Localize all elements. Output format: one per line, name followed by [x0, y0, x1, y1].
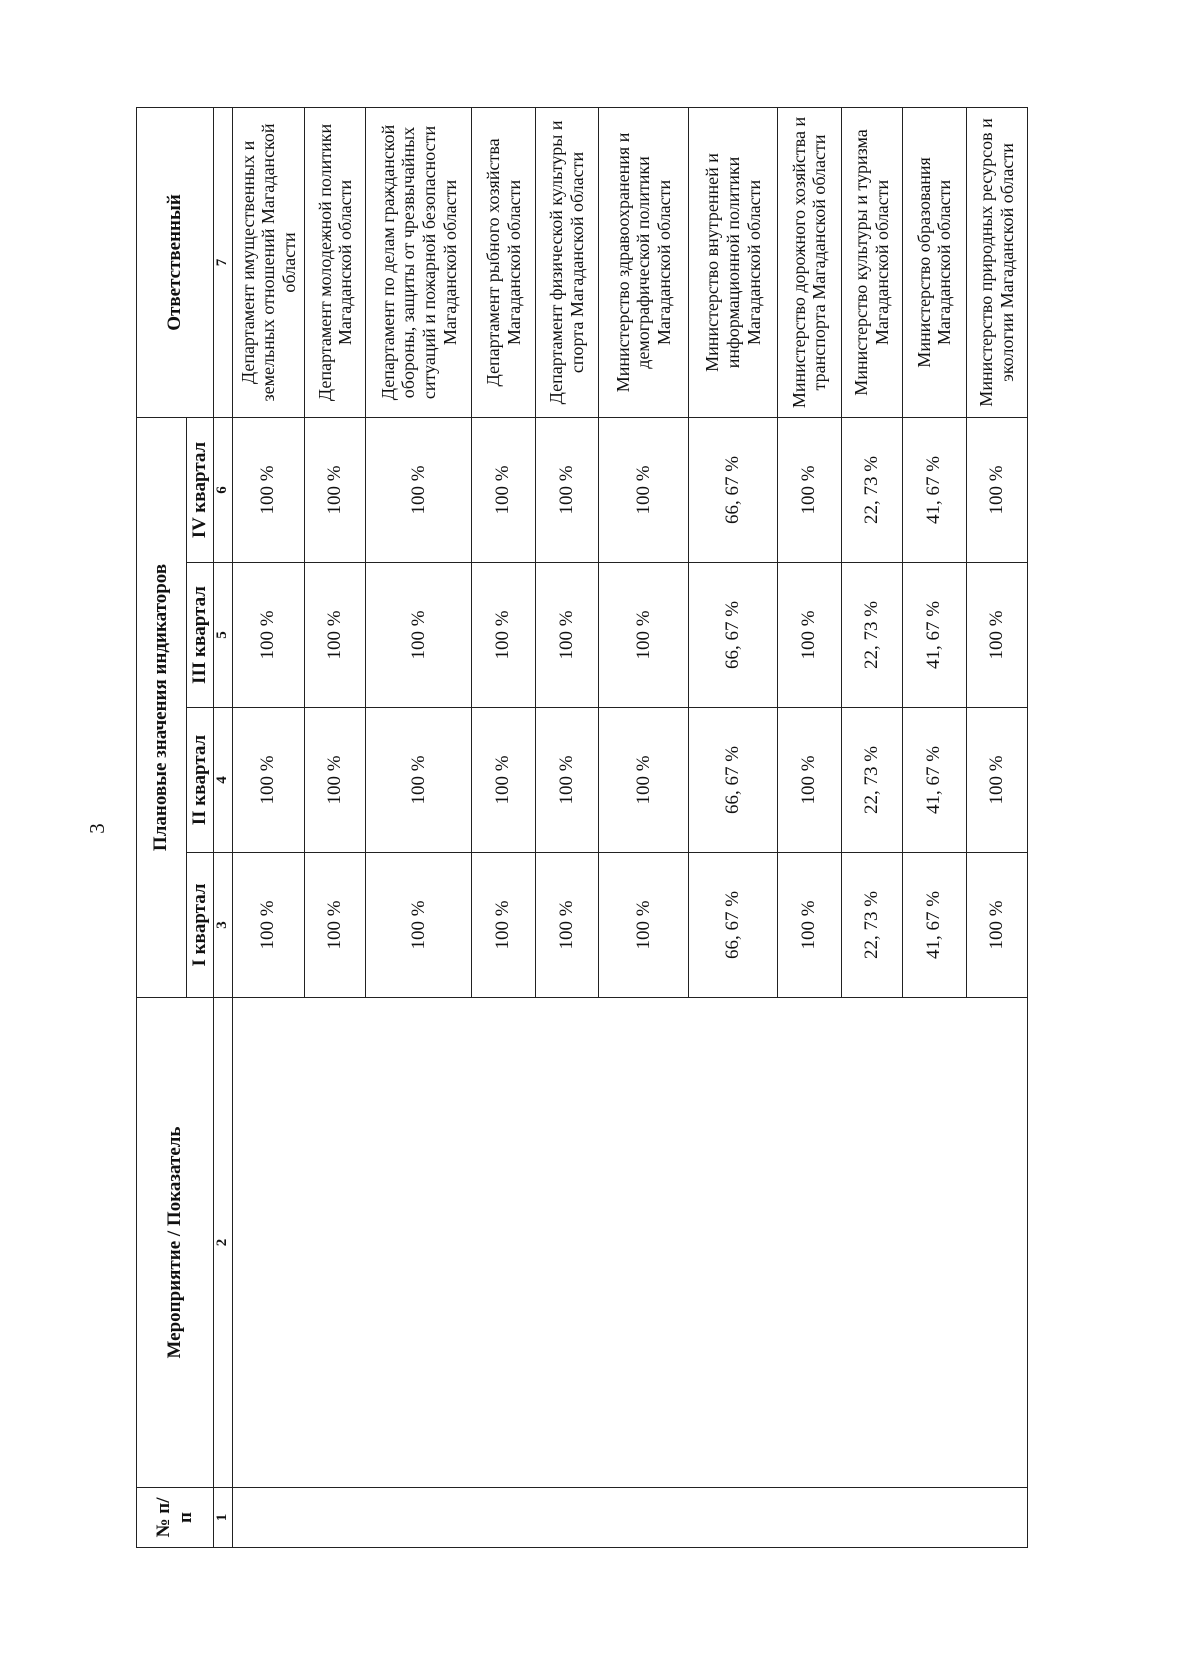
- cell-responsible: Департамент имущественных и земельных отношений Магаданской области: [233, 107, 305, 417]
- cell-q3: 100 %: [599, 563, 689, 708]
- cell-q4: 66, 67 %: [689, 417, 778, 562]
- cell-q1: 100 %: [966, 853, 1027, 998]
- cell-q2: 100 %: [305, 708, 366, 853]
- cell-event-empty: [233, 998, 1028, 1488]
- header-q2: II квартал: [187, 708, 214, 853]
- header-q1: I квартал: [187, 853, 214, 998]
- cell-q4: 100 %: [966, 417, 1027, 562]
- cell-q4: 41, 67 %: [903, 417, 967, 562]
- page-number: 3: [84, 823, 109, 834]
- cell-q1: 100 %: [233, 853, 305, 998]
- table-row: [233, 107, 305, 1547]
- cell-q4: 100 %: [535, 417, 599, 562]
- cell-q1: 100 %: [305, 853, 366, 998]
- cell-q4: 100 %: [233, 417, 305, 562]
- cell-responsible: Департамент рыбного хозяйства Магаданской области: [472, 107, 536, 417]
- cell-q1: 100 %: [535, 853, 599, 998]
- cell-q3: 41, 67 %: [903, 563, 967, 708]
- header-q3: III квартал: [187, 563, 214, 708]
- cell-q1: 66, 67 %: [689, 853, 778, 998]
- cell-q2: 41, 67 %: [903, 708, 967, 853]
- column-number: 7: [214, 107, 233, 417]
- cell-responsible: Министерство культуры и туризма Магаданской области: [841, 107, 902, 417]
- header-plan: Плановые значения индикаторов: [137, 417, 187, 997]
- header-q4: IV квартал: [187, 417, 214, 562]
- header-num: № п/п: [137, 1488, 214, 1548]
- header-responsible: Ответственный: [137, 107, 214, 417]
- column-number: 1: [214, 1488, 233, 1548]
- cell-responsible: Министерство образования Магаданской области: [903, 107, 967, 417]
- cell-q3: 100 %: [366, 563, 472, 708]
- cell-responsible: Департамент молодежной политики Магаданской области: [305, 107, 366, 417]
- cell-q2: 100 %: [472, 708, 536, 853]
- cell-num-empty: [233, 1488, 1028, 1548]
- cell-q2: 100 %: [778, 708, 842, 853]
- cell-q3: 100 %: [966, 563, 1027, 708]
- cell-q1: 41, 67 %: [903, 853, 967, 998]
- cell-q2: 66, 67 %: [689, 708, 778, 853]
- cell-responsible: Министерство дорожного хозяйства и транспорта Магаданской области: [778, 107, 842, 417]
- cell-q1: 100 %: [366, 853, 472, 998]
- cell-q4: 100 %: [305, 417, 366, 562]
- column-number: 5: [214, 563, 233, 708]
- cell-q1: 100 %: [778, 853, 842, 998]
- cell-q1: 100 %: [472, 853, 536, 998]
- indicators-table: [136, 107, 1028, 1548]
- cell-q3: 100 %: [535, 563, 599, 708]
- header-event: Мероприятие / Показатель: [137, 998, 214, 1488]
- cell-q3: 100 %: [233, 563, 305, 708]
- cell-responsible: Министерство внутренней и информационной политики Магаданской области: [689, 107, 778, 417]
- cell-responsible: Министерство природных ресурсов и экологии Магаданской области: [966, 107, 1027, 417]
- cell-q4: 100 %: [599, 417, 689, 562]
- cell-q4: 100 %: [778, 417, 842, 562]
- cell-q3: 100 %: [305, 563, 366, 708]
- column-number: 2: [214, 998, 233, 1488]
- column-number: 3: [214, 853, 233, 998]
- cell-q4: 100 %: [366, 417, 472, 562]
- cell-responsible: Департамент по делам гражданской обороны, защиты от чрезвычайных ситуаций и пожарной безопасности Магаданской области: [366, 107, 472, 417]
- cell-q3: 22, 73 %: [841, 563, 902, 708]
- cell-responsible: Министерство здравоохранения и демографической политики Магаданской области: [599, 107, 689, 417]
- cell-q2: 100 %: [233, 708, 305, 853]
- cell-q1: 22, 73 %: [841, 853, 902, 998]
- cell-q1: 100 %: [599, 853, 689, 998]
- cell-q2: 22, 73 %: [841, 708, 902, 853]
- cell-q2: 100 %: [366, 708, 472, 853]
- cell-q4: 100 %: [472, 417, 536, 562]
- cell-responsible: Департамент физической культуры и спорта Магаданской области: [535, 107, 599, 417]
- cell-q3: 100 %: [778, 563, 842, 708]
- cell-q2: 100 %: [535, 708, 599, 853]
- column-number: 6: [214, 417, 233, 562]
- cell-q3: 66, 67 %: [689, 563, 778, 708]
- cell-q2: 100 %: [966, 708, 1027, 853]
- column-number: 4: [214, 708, 233, 853]
- cell-q3: 100 %: [472, 563, 536, 708]
- cell-q2: 100 %: [599, 708, 689, 853]
- rotated-table-container: [136, 108, 1028, 1548]
- cell-q4: 22, 73 %: [841, 417, 902, 562]
